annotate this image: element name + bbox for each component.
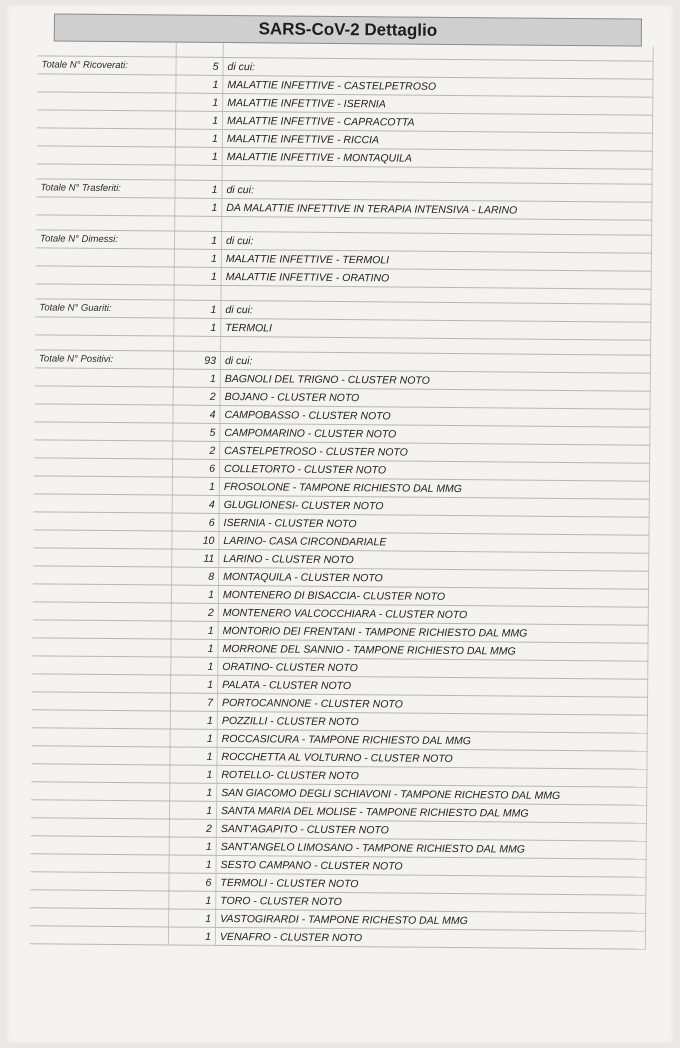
item-count: 5 <box>173 423 220 441</box>
item-count: 1 <box>171 639 218 657</box>
empty-cell <box>35 368 174 387</box>
empty-cell <box>33 548 172 567</box>
item-description: BOJANO - CLUSTER NOTO <box>220 387 650 409</box>
empty-cell <box>38 41 177 57</box>
empty-cell <box>32 656 171 675</box>
empty-cell <box>33 584 172 603</box>
section-intro: di cui: <box>221 300 651 322</box>
item-count: 1 <box>175 147 222 165</box>
item-description: ROTELLO- CLUSTER NOTO <box>217 765 647 787</box>
section-label: Totale N° Trasferiti: <box>36 179 175 198</box>
item-count: 1 <box>174 318 221 336</box>
detail-table <box>30 41 654 949</box>
item-count: 1 <box>168 927 215 945</box>
section-label: Totale N° Positivi: <box>35 350 174 369</box>
item-count: 1 <box>169 855 216 873</box>
item-description: MALATTIE INFETTIVE - CASTELPETROSO <box>223 75 653 97</box>
item-description: PORTOCANNONE - CLUSTER NOTO <box>217 693 647 715</box>
empty-cell <box>30 890 169 909</box>
section-intro: di cui: <box>223 57 653 79</box>
section-label: Totale N° Dimessi: <box>36 230 175 249</box>
item-count: 6 <box>172 513 219 531</box>
section-label: Totale N° Guariti: <box>35 299 174 318</box>
item-description: TORO - CLUSTER NOTO <box>216 891 646 913</box>
item-count: 2 <box>169 819 216 837</box>
item-count: 10 <box>172 531 219 549</box>
item-count: 1 <box>170 711 217 729</box>
empty-cell <box>36 284 175 300</box>
item-description: BAGNOLI DEL TRIGNO - CLUSTER NOTO <box>220 369 650 391</box>
empty-cell <box>34 440 173 459</box>
item-count: 1 <box>169 837 216 855</box>
empty-cell <box>33 566 172 585</box>
item-description: PALATA - CLUSTER NOTO <box>218 675 648 697</box>
empty-cell <box>174 336 221 351</box>
item-description: MALATTIE INFETTIVE - ORATINO <box>221 267 651 289</box>
empty-cell <box>35 386 174 405</box>
item-description: SANT'ANGELO LIMOSANO - TAMPONE RICHIESTO DAL MMG <box>216 837 646 859</box>
item-count: 11 <box>172 549 219 567</box>
item-description: CASTELPETROSO - CLUSTER NOTO <box>220 441 650 463</box>
empty-cell <box>30 908 169 927</box>
section-intro: di cui: <box>220 351 650 373</box>
item-count: 1 <box>176 75 223 93</box>
item-count: 1 <box>173 369 220 387</box>
empty-cell <box>33 530 172 549</box>
item-count: 1 <box>175 198 222 216</box>
item-count: 1 <box>176 111 223 129</box>
item-description: FROSOLONE - TAMPONE RICHIESTO DAL MMG <box>219 477 649 499</box>
empty-cell <box>32 710 171 729</box>
empty-cell <box>32 674 171 693</box>
item-count: 1 <box>174 267 221 285</box>
empty-cell <box>37 164 176 180</box>
item-description: ORATINO- CLUSTER NOTO <box>218 657 648 679</box>
item-description: MONTENERO VALCOCCHIARA - CLUSTER NOTO <box>218 603 648 625</box>
item-description: ISERNIA - CLUSTER NOTO <box>219 513 649 535</box>
empty-cell <box>31 818 170 837</box>
item-description: MALATTIE INFETTIVE - ISERNIA <box>223 93 653 115</box>
empty-cell <box>32 638 171 657</box>
item-description: MALATTIE INFETTIVE - MONTAQUILA <box>222 147 652 169</box>
item-count: 1 <box>170 783 217 801</box>
section-total: 93 <box>173 351 220 369</box>
paper-sheet <box>6 4 674 1044</box>
item-description: TERMOLI - CLUSTER NOTO <box>216 873 646 895</box>
item-count: 1 <box>170 765 217 783</box>
empty-cell <box>30 926 169 945</box>
item-count: 1 <box>171 585 218 603</box>
item-description: SAN GIACOMO DEGLI SCHIAVONI - TAMPONE RICHESTO DAL MMG <box>217 783 647 805</box>
empty-cell <box>36 266 175 285</box>
item-count: 6 <box>172 459 219 477</box>
item-description: SESTO CAMPANO - CLUSTER NOTO <box>216 855 646 877</box>
item-count: 4 <box>173 405 220 423</box>
item-count: 2 <box>171 603 218 621</box>
empty-cell <box>34 476 173 495</box>
empty-cell <box>34 512 173 531</box>
item-count: 1 <box>172 477 219 495</box>
empty-cell <box>37 128 176 147</box>
item-description: MONTORIO DEI FRENTANI - TAMPONE RICHIESTO DAL MMG <box>218 621 648 643</box>
empty-cell <box>31 836 170 855</box>
item-count: 8 <box>172 567 219 585</box>
section-total: 1 <box>174 231 221 249</box>
item-description: ROCCASICURA - TAMPONE RICHIESTO DAL MMG <box>217 729 647 751</box>
item-description: CAMPOMARINO - CLUSTER NOTO <box>220 423 650 445</box>
empty-cell <box>35 335 174 351</box>
empty-cell <box>35 317 174 336</box>
item-count: 1 <box>171 657 218 675</box>
item-description: SANTA MARIA DEL MOLISE - TAMPONE RICHIESTO DAL MMG <box>216 801 646 823</box>
item-description: TERMOLI <box>221 318 651 340</box>
empty-cell <box>31 746 170 765</box>
item-description: LARINO - CLUSTER NOTO <box>219 549 649 571</box>
empty-cell <box>36 215 175 231</box>
item-description: MALATTIE INFETTIVE - TERMOLI <box>221 249 651 271</box>
item-description: CAMPOBASSO - CLUSTER NOTO <box>220 405 650 427</box>
item-count: 1 <box>176 93 223 111</box>
empty-cell <box>36 197 175 216</box>
item-description: MORRONE DEL SANNIO - TAMPONE RICHIESTO DAL MMG <box>218 639 648 661</box>
item-count: 1 <box>175 129 222 147</box>
item-count: 6 <box>169 873 216 891</box>
empty-cell <box>31 800 170 819</box>
section-total: 1 <box>174 300 221 318</box>
empty-cell <box>37 110 176 129</box>
document-title: SARS-CoV-2 Dettaglio <box>54 13 642 46</box>
item-description: LARINO- CASA CIRCONDARIALE <box>219 531 649 553</box>
section-label: Totale N° Ricoverati: <box>37 56 176 75</box>
empty-cell <box>36 248 175 267</box>
item-description: DA MALATTIE INFETTIVE IN TERAPIA INTENSIVA - LARINO <box>222 198 652 220</box>
item-count: 1 <box>171 621 218 639</box>
empty-cell <box>31 782 170 801</box>
empty-cell <box>37 92 176 111</box>
empty-cell <box>32 728 171 747</box>
empty-cell <box>34 422 173 441</box>
item-count: 2 <box>173 441 220 459</box>
item-count: 4 <box>172 495 219 513</box>
document <box>16 13 662 950</box>
section-total: 1 <box>175 180 222 198</box>
item-count: 1 <box>169 891 216 909</box>
item-count: 1 <box>169 801 216 819</box>
empty-cell <box>176 43 223 58</box>
item-count: 1 <box>169 909 216 927</box>
item-description: ROCCHETTA AL VOLTURNO - CLUSTER NOTO <box>217 747 647 769</box>
empty-cell <box>34 404 173 423</box>
empty-cell <box>30 872 169 891</box>
item-description: VENAFRO - CLUSTER NOTO <box>215 927 645 949</box>
item-count: 1 <box>171 675 218 693</box>
empty-cell <box>33 620 172 639</box>
empty-cell <box>37 146 176 165</box>
item-description: GLUGLIONESI- CLUSTER NOTO <box>219 495 649 517</box>
empty-cell <box>34 494 173 513</box>
item-description: COLLETORTO - CLUSTER NOTO <box>219 459 649 481</box>
item-description: VASTOGIRARDI - TAMPONE RICHESTO DAL MMG <box>216 909 646 931</box>
section-intro: di cui: <box>221 231 651 253</box>
item-count: 1 <box>174 249 221 267</box>
empty-cell <box>37 74 176 93</box>
empty-cell <box>175 216 222 231</box>
item-description: SANT'AGAPITO - CLUSTER NOTO <box>216 819 646 841</box>
item-description: MONTAQUILA - CLUSTER NOTO <box>219 567 649 589</box>
section-intro: di cui: <box>222 180 652 202</box>
empty-cell <box>34 458 173 477</box>
section-total: 5 <box>176 57 223 75</box>
item-count: 1 <box>170 729 217 747</box>
item-count: 1 <box>170 747 217 765</box>
detail-table-body <box>30 41 653 949</box>
empty-cell <box>31 854 170 873</box>
empty-cell <box>174 285 221 300</box>
item-description: MONTENERO DI BISACCIA- CLUSTER NOTO <box>218 585 648 607</box>
empty-cell <box>175 165 222 180</box>
item-description: MALATTIE INFETTIVE - CAPRACOTTA <box>223 111 653 133</box>
item-count: 2 <box>173 387 220 405</box>
item-count: 7 <box>170 693 217 711</box>
empty-cell <box>31 764 170 783</box>
item-description: POZZILLI - CLUSTER NOTO <box>217 711 647 733</box>
empty-cell <box>33 602 172 621</box>
item-description: MALATTIE INFETTIVE - RICCIA <box>222 129 652 151</box>
empty-cell <box>32 692 171 711</box>
